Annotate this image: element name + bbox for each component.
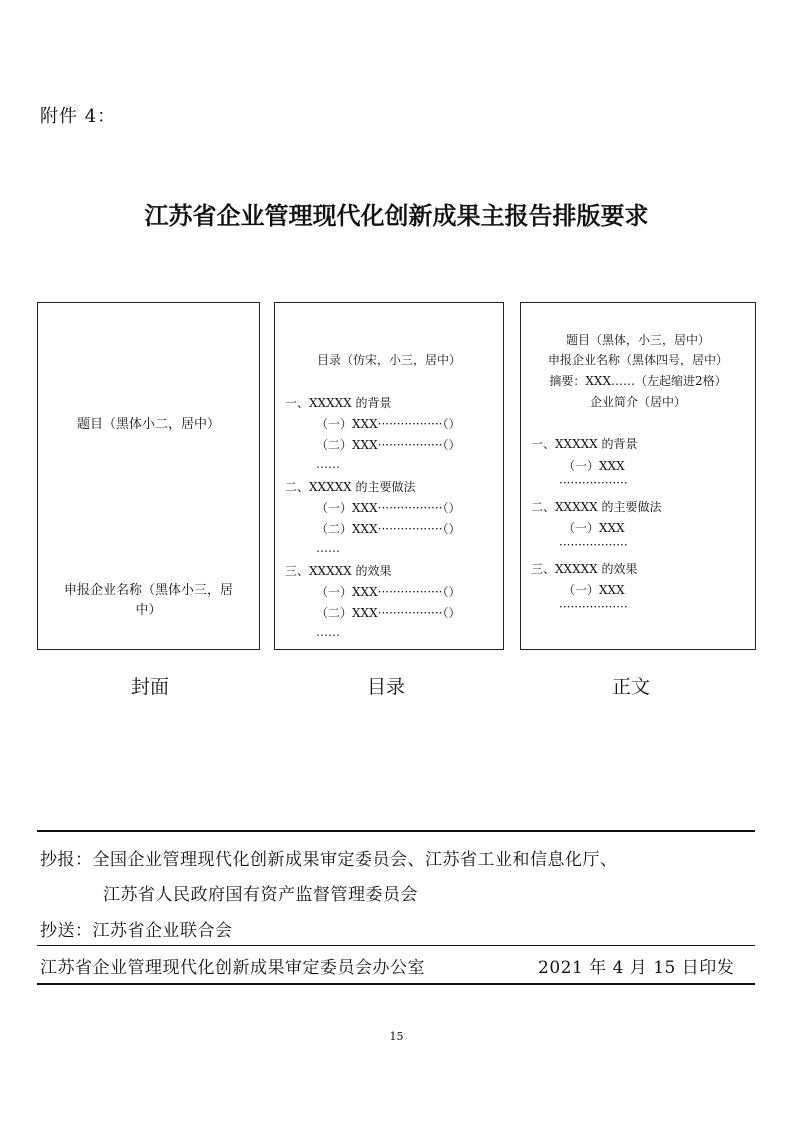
toc-entry: （二）XXX·················（） xyxy=(316,522,461,536)
toc-section-1: 一、XXXXX 的背景 xyxy=(285,396,392,410)
toc-ellipsis: …… xyxy=(316,541,340,555)
page-number: 15 xyxy=(389,1030,404,1043)
toc-ellipsis: …… xyxy=(316,625,340,639)
toc-ellipsis: …… xyxy=(316,457,340,471)
body-intro-instruction: 企业简介（居中） xyxy=(589,395,686,409)
body-subsection: （一）XXX xyxy=(563,521,625,535)
body-title-instruction: 题目（黑体，小三，居中） xyxy=(565,333,710,347)
body-subsection: （一）XXX xyxy=(563,459,625,473)
cover-sample-panel xyxy=(37,302,260,650)
body-subsection: （一）XXX xyxy=(563,583,625,597)
footer-bottom-rule xyxy=(37,983,755,985)
toc-entry: （一）XXX·················（） xyxy=(316,417,461,431)
cover-title-instruction: 题目（黑体小二，居中） xyxy=(76,417,220,432)
body-company-instruction: 申报企业名称（黑体四号，居中） xyxy=(547,353,728,367)
cover-caption: 封面 xyxy=(130,676,169,698)
body-caption: 正文 xyxy=(611,676,650,698)
toc-entry: （二）XXX·················（） xyxy=(316,606,461,620)
footer-top-rule xyxy=(37,830,755,832)
attachment-label: 附件 4： xyxy=(40,106,117,127)
footer-mid-rule xyxy=(37,945,755,946)
toc-heading: 目录（仿宋，小三，居中） xyxy=(316,353,461,367)
toc-section-2: 二、XXXXX 的主要做法 xyxy=(285,480,416,494)
issue-date: 2021 年 4 月 15 日印发 xyxy=(538,958,735,978)
body-dots: ·················· xyxy=(559,476,628,490)
document-title: 江苏省企业管理现代化创新成果主报告排版要求 xyxy=(144,202,649,230)
body-section-2: 二、XXXXX 的主要做法 xyxy=(531,500,662,514)
toc-section-3: 三、XXXXX 的效果 xyxy=(285,564,392,578)
toc-entry: （二）XXX·················（） xyxy=(316,438,461,452)
cc-line-2: 江苏省人民政府国有资产监督管理委员会 xyxy=(103,885,418,905)
send-line: 抄送：江苏省企业联合会 xyxy=(40,921,233,941)
issuer-office: 江苏省企业管理现代化创新成果审定委员会办公室 xyxy=(40,958,425,978)
body-sample-panel xyxy=(520,302,756,650)
toc-caption: 目录 xyxy=(366,676,405,698)
body-abstract-instruction: 摘要：XXX……（左起缩进2格） xyxy=(549,374,727,388)
body-section-3: 三、XXXXX 的效果 xyxy=(531,562,638,576)
body-dots: ·················· xyxy=(559,600,628,614)
toc-sample-panel xyxy=(274,302,504,650)
cover-company-instruction-1: 申报企业名称（黑体小三，居 xyxy=(63,583,233,598)
toc-entry: （一）XXX·················（） xyxy=(316,501,461,515)
body-dots: ·················· xyxy=(559,538,628,552)
cc-line-1: 抄报：全国企业管理现代化创新成果审定委员会、江苏省工业和信息化厅、 xyxy=(40,850,618,870)
body-section-1: 一、XXXXX 的背景 xyxy=(531,437,638,451)
cover-company-instruction-2: 中） xyxy=(135,603,162,618)
toc-entry: （一）XXX·················（） xyxy=(316,585,461,599)
